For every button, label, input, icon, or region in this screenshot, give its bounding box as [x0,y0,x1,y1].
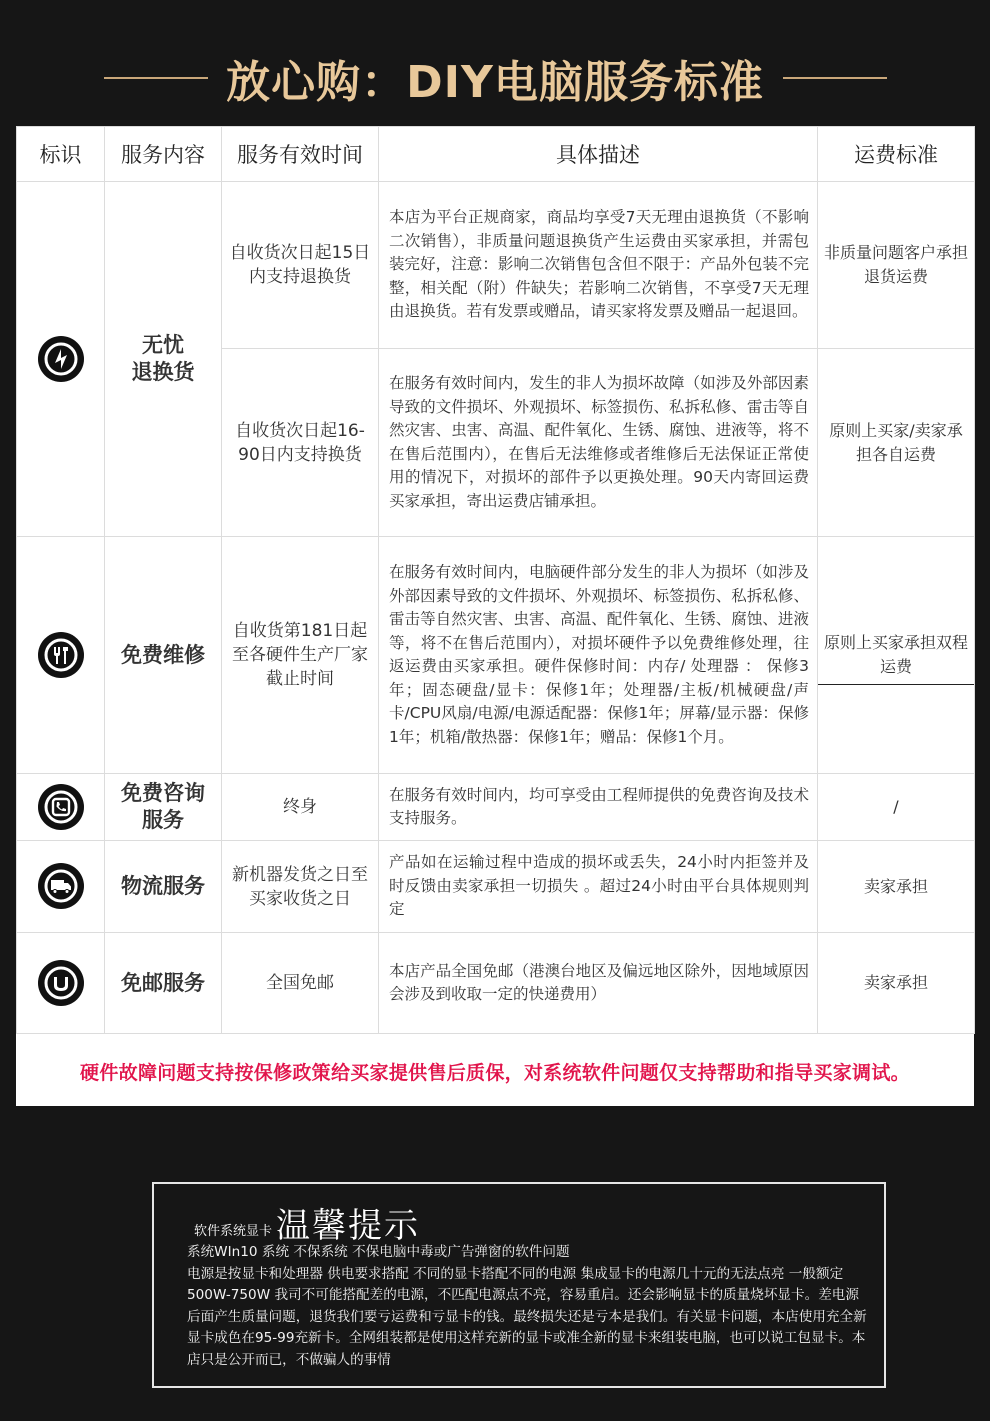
row-icon-cell [17,841,105,933]
tips-box [152,1182,886,1388]
title-bar [0,40,990,120]
row-icon-cell [17,933,105,1034]
service-desc: 在服务有效时间内，电脑硬件部分发生的非人为损坏（如涉及外部因素导致的文件损坏、外观损坏、标签损伤、私拆私修、雷击等自然灾害、虫害、高温、配件氧化、生锈、腐蚀、进液等，将不在售后范围内），对损坏硬件予以免费维修处理，往返运费由买家承担。硬件保修时间：内存/ 处理器 ： 保修3年；固态硬盘/显卡：保修1年；处理器/主板/机械硬盘/声卡/CPU风扇/电源/电源适配器：保修1年；屏幕/显示器：保修1年；机箱/散热器：保修1年；赠品：保修1个月。 [379,537,818,774]
page-title: 放心购：DIY电脑服务标准 [226,57,764,108]
tips-subtitle: 软件系统显卡 [194,1224,273,1239]
service-name [105,774,222,841]
return-exchange-icon [38,336,84,382]
service-desc: 本店为平台正规商家，商品均享受7天无理由退换货（不影响二次销售），非质量问题退换货产生运费由买家承担，并需包装完好，注意：影响二次销售包含但不限于：产品外包装不完整，相关配（附）件缺失；若影响二次销售，不享受7天无理由退换货。若有发票或赠品，请买家将发票及赠品一起退回。 [379,182,818,349]
service-time: 自收货次日起15日内支持退换货 [222,182,379,349]
header-desc: 具体描述 [379,127,818,182]
service-desc: 在服务有效时间内，均可享受由工程师提供的免费咨询及技术支持服务。 [379,774,818,841]
truck-icon [38,863,84,909]
service-table-card [16,126,974,1106]
service-desc: 在服务有效时间内，发生的非人为损坏故障（如涉及外部因素导致的文件损坏、外观损坏、标签损伤、私拆私修、雷击等自然灾害、虫害、高温、配件氧化、生锈、腐蚀、进液等，将不在售后范围内），在售后无法维修或者维修后无法保证正常使用的情况下，对损坏的部件予以更换处理。90天内寄回运费买家承担，寄出运费店铺承担。 [379,349,818,537]
title-line-left [104,77,208,79]
service-fee: 卖家承担 [818,841,975,933]
service-fee: 卖家承担 [818,933,975,1034]
service-fee: 非质量问题客户承担退货运费 [818,182,975,349]
service-time: 自收货次日起16-90日内支持换货 [222,349,379,537]
service-name-line: 退换货 [131,360,195,384]
table-header-row [17,127,975,182]
tools-icon [38,632,84,678]
service-fee: 原则上买家/卖家承担各自运费 [818,349,975,537]
service-time: 终身 [222,774,379,841]
tips-title: 温馨提示 [276,1206,421,1246]
service-name-line: 免费咨询 [121,781,205,805]
fee-divider [818,684,974,685]
row-icon-cell [17,774,105,841]
table-row [17,774,975,841]
header-fee: 运费标准 [818,127,975,182]
service-name: 物流服务 [105,841,222,933]
service-time: 全国免邮 [222,933,379,1034]
service-name-line: 无忧 [142,333,184,357]
service-name [105,182,222,537]
tips-header [194,1198,420,1247]
table-row [17,933,975,1034]
service-table [16,126,975,1034]
service-time: 新机器发货之日至买家收货之日 [222,841,379,933]
table-row [17,537,975,774]
table-row [17,841,975,933]
service-fee: / [818,774,975,841]
service-desc: 产品如在运输过程中造成的损坏或丢失，24小时内拒签并及时反馈由卖家承担一切损失 。超过24小时由平台具体规则判定 [379,841,818,933]
tips-line: 电源是按显卡和处理器 供电要求搭配 不同的显卡搭配不同的电源 集成显卡的电源几十元的无法点亮 一般额定500W-750W 我司不可能搭配差的电源，不匹配电源点不亮，容易重启。还会影响显卡的质量烧坏显卡。差电源后面产生质量问题，退货我们要亏运费和亏显卡的钱。最终损失还是亏本是我们。有关显卡问题，本店使用充全新显卡成色在95-99充新卡。全网组装都是使用这样充新的显卡或准全新的显卡来组装电脑，也可以说工包显卡。本店只是公开而已，不做骗人的事情 [187,1265,867,1368]
free-shipping-icon [38,960,84,1006]
service-name: 免邮服务 [105,933,222,1034]
service-time: 自收货第181日起至各硬件生产厂家截止时间 [222,537,379,774]
tips-line: 系统WIn10 系统 不保系统 不保电脑中毒或广告弹窗的软件问题 [187,1244,570,1260]
row-icon-cell [17,182,105,537]
service-name-line: 服务 [142,808,184,832]
row-icon-cell [17,537,105,774]
header-service: 服务内容 [105,127,222,182]
title-line-right [783,77,887,79]
footnote: 硬件故障问题支持按保修政策给买家提供售后质保，对系统软件问题仅支持帮助和指导买家调试。 [80,1061,910,1084]
service-name: 免费维修 [105,537,222,774]
phone-icon [38,784,84,830]
header-time: 服务有效时间 [222,127,379,182]
tips-body [187,1242,867,1371]
service-desc: 本店产品全国免邮（港澳台地区及偏远地区除外，因地域原因会涉及到收取一定的快递费用） [379,933,818,1034]
service-fee: 原则上买家承担双程运费 [818,537,975,774]
header-icon: 标识 [17,127,105,182]
table-row [17,182,975,349]
